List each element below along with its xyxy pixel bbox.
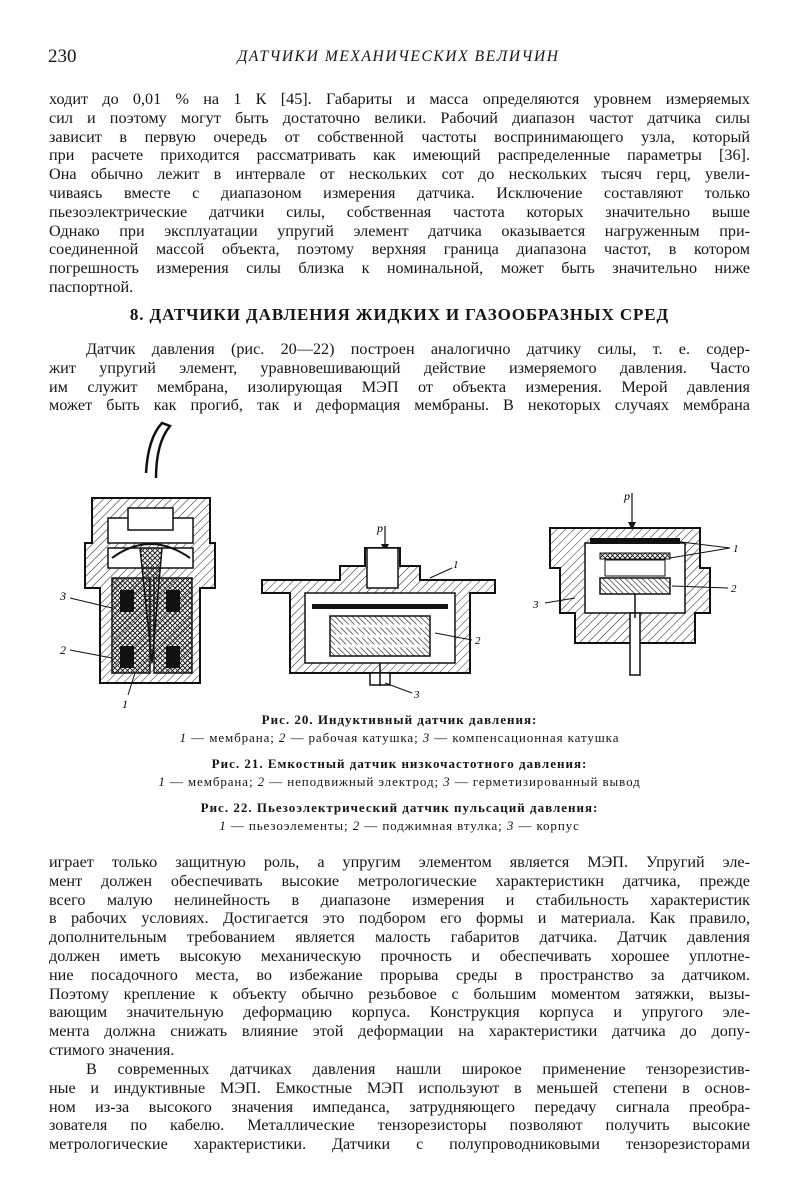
text-line: в рабочих условиях. Достигается это подбором его формы и материала. Как правило, <box>49 909 750 928</box>
fig20-label-3: 3 <box>60 589 66 603</box>
fig21-label-p: p <box>377 521 383 535</box>
fig22-label-p: p <box>624 489 630 503</box>
text-line: зависит в первую очередь от собственной частоты воспринимающего узла, который <box>49 127 750 146</box>
paragraph-continuation <box>49 90 750 297</box>
paragraph-intro <box>49 340 750 415</box>
text-line: погрешность измерения силы близка к номинальной, может быть значительно ниже <box>49 259 750 278</box>
text-line: ном из-за высокого значения импеданса, затрудняющего передачу сигнала преобра- <box>49 1097 750 1116</box>
text-line: стимого значения. <box>49 1040 175 1059</box>
legend-num: 1 <box>158 774 166 789</box>
fig22-label-3: 3 <box>533 599 539 611</box>
text-line: играет только защитную роль, а упругим элементом является МЭП. Упругий эле- <box>49 853 750 871</box>
caption-legend: 1 — мембрана; 2 — рабочая катушка; 3 — компенсационная катушка <box>179 730 620 745</box>
text-line: жит упругий элемент, уравновешивающий действие измеряемого давления. Часто <box>49 358 750 377</box>
text-line: В современных датчиках давления нашли широкое применение тензорезистив- <box>86 1060 750 1078</box>
text-line: им служит мембрана, изолирующая МЭП от объекта измерения. Мерой давления <box>49 377 750 396</box>
text-line: ходит до 0,01 % на 1 К [45]. Габариты и масса определяются уровнем измеряемых <box>49 90 750 108</box>
fig22-label-1: 1 <box>733 543 739 555</box>
caption-title: Рис. 21. Емкостный датчик низкочастотного давления: <box>211 756 588 771</box>
text-line: пьезоэлектрические датчики силы, собственная частота которых значительно выше <box>49 202 750 221</box>
text-line: зователя по кабелю. Металлические тензорезисторы позволяют получить высокие <box>49 1116 750 1135</box>
text-line: Поэтому крепление к объекту обычно резьбовое с большим моментом затяжки, вызы- <box>49 984 750 1003</box>
legend-num: 1 <box>179 730 188 745</box>
figure-22-piezo-sensor <box>532 489 739 675</box>
legend-text: пьезоэлементы; <box>248 818 349 833</box>
caption-legend: 1 — пьезоэлементы; 2 — поджимная втулка; 3 — корпус <box>219 818 580 833</box>
text-line: ние посадочного места, во избежание прорыва среды в пространство за датчиком. <box>49 965 750 984</box>
figures-row <box>40 418 760 718</box>
fig21-label-1: 1 <box>453 559 459 571</box>
page-number: 230 <box>48 46 77 67</box>
legend-num: 3 <box>422 730 431 745</box>
legend-text: неподвижный электрод; <box>287 774 439 789</box>
fig21-label-2: 2 <box>475 635 481 647</box>
fig20-label-1: 1 <box>122 697 128 711</box>
page-header <box>48 46 749 70</box>
text-line: мента должна снижать влияние этой деформации на характеристики датчика до допу- <box>49 1022 750 1041</box>
figures-drawing <box>40 418 760 718</box>
text-line: ные и индуктивные МЭП. Емкостные МЭП используют в меньшей степени в основ- <box>49 1078 750 1097</box>
text-line: дополнительным требованием является малость габаритов датчика. Датчик давления <box>49 928 750 947</box>
section-heading: 8. ДАТЧИКИ ДАВЛЕНИЯ ЖИДКИХ И ГАЗООБРАЗНЫХ СРЕД <box>129 305 670 324</box>
legend-num: 2 <box>278 730 287 745</box>
legend-text: компенсационная катушка <box>452 730 620 745</box>
legend-text: мембрана; <box>209 730 275 745</box>
fig20-label-2: 2 <box>60 643 66 657</box>
legend-num: 3 <box>443 774 451 789</box>
legend-num: 2 <box>257 774 266 789</box>
caption-legend: 1 — мембрана; 2 — неподвижный электрод; 3 — герметизированный вывод <box>158 774 641 789</box>
text-line: при расчете приходится рассматривать как имеющий распределенные параметры [36]. <box>49 146 750 165</box>
caption-title: Рис. 22. Пьезоэлектрический датчик пульсаций давления: <box>200 800 599 815</box>
legend-text: корпус <box>536 818 580 833</box>
text-line: Она обычно лежит в интервале от нескольких сот до нескольких тысяч герц, увели- <box>49 165 750 184</box>
text-line: мент должен обеспечивать высокие метрологические характеристикн датчика, прежде <box>49 871 750 890</box>
legend-num: 2 <box>352 818 361 833</box>
fig21-label-3: 3 <box>414 689 420 701</box>
text-line: вающим значительную деформацию корпуса. Конструкция корпуса и упругого эле- <box>49 1003 750 1022</box>
text-line: паспортной. <box>49 277 134 296</box>
figure-21-capacitive-sensor <box>262 521 495 701</box>
text-line: метрологические характеристики. Датчики с полупроводниковыми тензорезисторами <box>49 1135 750 1154</box>
legend-num: 3 <box>506 818 515 833</box>
text-line: соединенной массой объекта, поэтому верхняя граница диапазона частот, в котором <box>49 240 750 259</box>
paragraph-protective-role <box>49 853 750 1060</box>
figure-captions <box>49 711 750 843</box>
legend-text: рабочая катушка; <box>308 730 419 745</box>
figure-20-inductive-sensor <box>59 423 215 711</box>
paragraph-modern-sensors <box>49 1060 750 1154</box>
text-line: сил и поэтому могут быть достаточно велики. Рабочий диапазон частот датчика силы <box>49 108 750 127</box>
legend-text: мембрана; <box>187 774 254 789</box>
text-line: Однако при эксплуатации упругий элемент датчика оказывается нагруженным при- <box>49 221 750 240</box>
caption-title: Рис. 20. Индуктивный датчик давления: <box>261 712 538 727</box>
text-line: всего малую нелинейность в диапазоне измерения и стабильность характеристик <box>49 890 750 909</box>
legend-text: поджимная втулка; <box>382 818 503 833</box>
text-line: чиваясь вместе с диапазоном измерения датчика. Исключение составляют только <box>49 183 750 202</box>
text-line: Датчик давления (рис. 20—22) построен аналогично датчику силы, т. е. содер- <box>86 340 750 358</box>
legend-text: герметизированный вывод <box>472 774 641 789</box>
text-line: должен иметь высокую механическую прочность и обеспечивать хорошее уплотне- <box>49 946 750 965</box>
fig22-label-2: 2 <box>731 583 737 595</box>
text-line: может быть как прогиб, так и деформация мембраны. В некоторых случаях мембрана <box>49 396 750 415</box>
legend-num: 1 <box>219 818 227 833</box>
running-title: ДАТЧИКИ МЕХАНИЧЕСКИХ ВЕЛИЧИН <box>237 48 560 65</box>
